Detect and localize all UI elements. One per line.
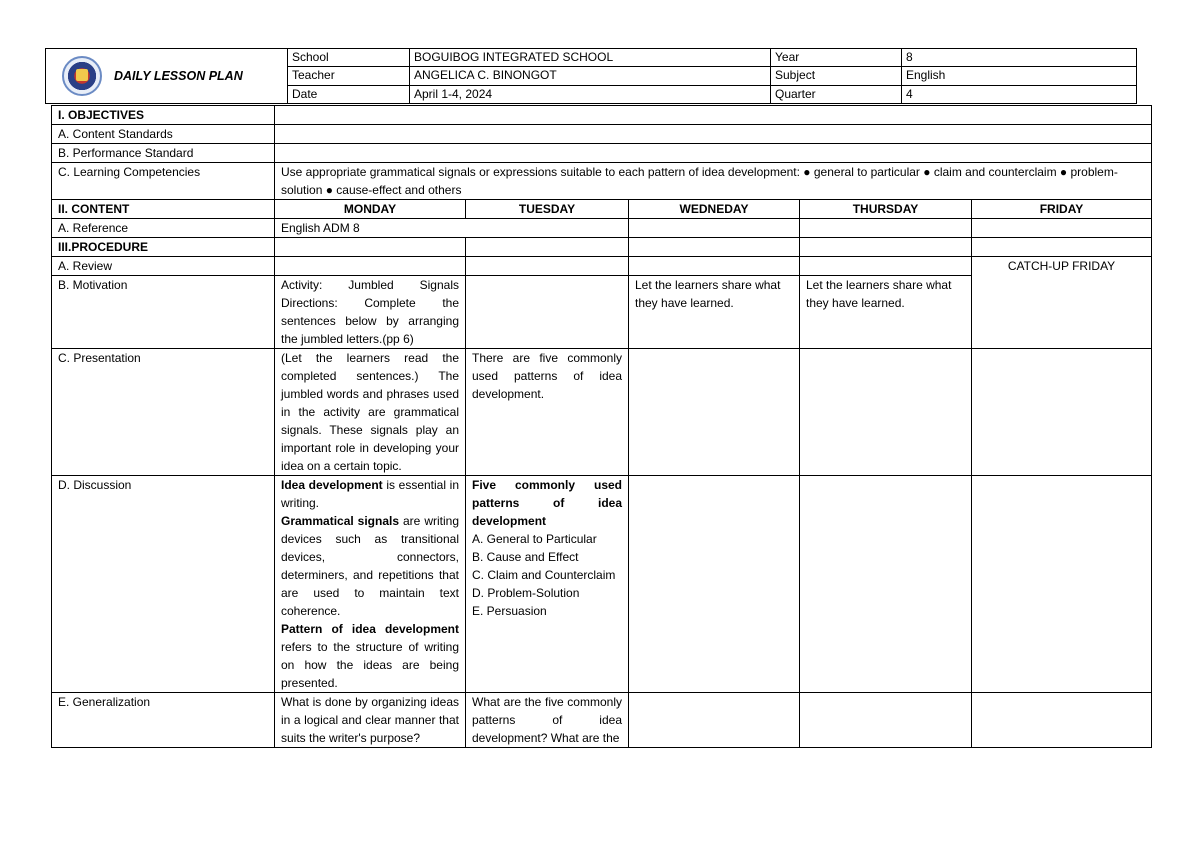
objectives-heading: I. OBJECTIVES [52,106,275,125]
learning-competencies-row [52,163,1152,200]
pattern-text: refers to the structure of writing on how the ideas are being presented. [281,640,459,690]
reference-row [52,219,1152,238]
content-standards-label: A. Content Standards [52,125,275,144]
discussion-monday [275,476,466,693]
header-table [45,48,1137,104]
school-value: BOGUIBOG INTEGRATED SCHOOL [410,49,771,67]
presentation-monday: (Let the learners read the completed sentences.) The jumbled words and phrases used in the activity are grammatical signals. These signals play an important role in developing your idea on a certain topic. [275,349,466,476]
pattern-item: C. Claim and Counterclaim [472,568,616,582]
term-grammatical-signals: Grammatical signals [281,514,400,528]
header-logo-cell [46,49,288,104]
learning-competencies-label: C. Learning Competencies [52,163,275,200]
objectives-row [52,106,1152,125]
subject-label: Subject [771,67,902,85]
reference-value: English ADM 8 [275,219,629,238]
reference-label: A. Reference [52,219,275,238]
patterns-title: Five commonly used patterns of idea development [472,478,622,528]
quarter-label: Quarter [771,85,902,103]
term-idea-development: Idea development [281,478,383,492]
day-friday: FRIDAY [972,200,1152,219]
discussion-row [52,476,1152,693]
motivation-label: B. Motivation [52,276,275,349]
date-value: April 1-4, 2024 [410,85,771,103]
procedure-row [52,238,1152,257]
content-days-row [52,200,1152,219]
school-label: School [288,49,410,67]
day-thursday: THURSDAY [800,200,972,219]
friday-catch-up: CATCH-UP FRIDAY [972,257,1152,349]
performance-standard-label: B. Performance Standard [52,144,275,163]
year-value: 8 [902,49,1137,67]
document-title: DAILY LESSON PLAN [114,68,243,83]
pattern-item: B. Cause and Effect [472,550,579,564]
pattern-item: D. Problem-Solution [472,586,580,600]
review-label: A. Review [52,257,275,276]
discussion-tuesday [466,476,629,693]
motivation-wednesday: Let the learners share what they have learned. [629,276,800,349]
term-pattern: Pattern of idea development [281,622,459,636]
deped-seal-icon [62,56,102,96]
subject-value: English [902,67,1137,85]
review-row [52,257,1152,276]
generalization-row [52,693,1152,748]
content-heading: II. CONTENT [52,200,275,219]
pattern-item: A. General to Particular [472,532,597,546]
procedure-heading: III.PROCEDURE [52,238,275,257]
teacher-label: Teacher [288,67,410,85]
performance-standard-row [52,144,1152,163]
day-wednesday: WEDNEDAY [629,200,800,219]
quarter-value: 4 [902,85,1137,103]
day-monday: MONDAY [275,200,466,219]
presentation-row [52,349,1152,476]
generalization-label: E. Generalization [52,693,275,748]
motivation-monday: Activity: Jumbled Signals Directions: Complete the sentences below by arranging the jumbled letters.(pp 6) [275,276,466,349]
presentation-label: C. Presentation [52,349,275,476]
generalization-tuesday: What are the five commonly patterns of idea development? What are the [466,693,629,748]
pattern-item: E. Persuasion [472,604,547,618]
date-label: Date [288,85,410,103]
discussion-label: D. Discussion [52,476,275,693]
grammatical-signals-text: are writing devices such as transitional devices, connectors, determiners, and repetitions that are used to maintain text coherence. [281,514,459,618]
teacher-value: ANGELICA C. BINONGOT [410,67,771,85]
idea-development-text: is essential in writing. [281,478,459,510]
motivation-thursday: Let the learners share what they have learned. [800,276,972,349]
learning-competencies-text: Use appropriate grammatical signals or expressions suitable to each pattern of idea development: ● general to particular ● claim and counterclaim ● problem-solution ● cause-effect and others [275,163,1152,200]
year-label: Year [771,49,902,67]
content-standards-row [52,125,1152,144]
lesson-table [51,105,1152,748]
day-tuesday: TUESDAY [466,200,629,219]
presentation-tuesday: There are five commonly used patterns of idea development. [466,349,629,476]
generalization-monday: What is done by organizing ideas in a logical and clear manner that suits the writer's purpose? [275,693,466,748]
